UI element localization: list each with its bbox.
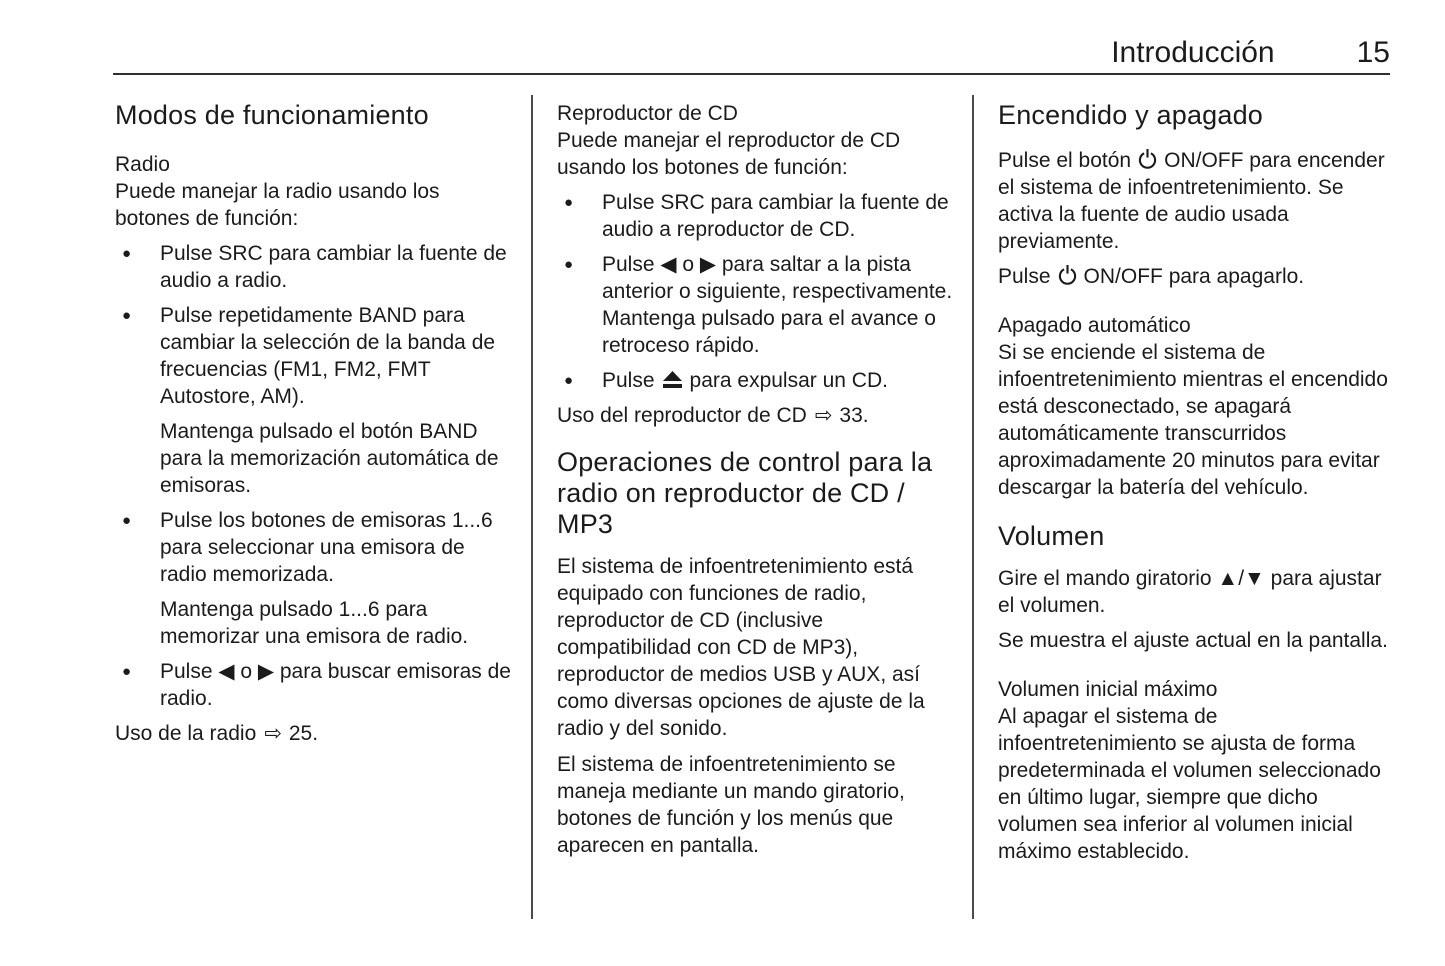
paragraph: Gire el mando giratorio ▲/▼ para ajustar el volumen.	[998, 567, 1382, 617]
section-heading: Modos de funcionamiento	[115, 100, 429, 130]
section-heading: Volumen	[998, 521, 1105, 551]
paragraph-segment: ON/OFF para apagarlo.	[1083, 265, 1305, 288]
page-reference-text: Uso del reproductor de CD	[557, 404, 807, 427]
list-item	[115, 302, 512, 410]
subsection-heading: Radio	[115, 153, 170, 176]
bullet-text: Pulse SRC para cambiar la fuente de audio a reproductor de CD.	[602, 191, 949, 241]
bullet-list	[115, 658, 512, 712]
paragraph: El sistema de infoentretenimiento está equipado con funciones de radio, reproductor de CD (inclusive compatibilidad con CD de MP3), reproductor de medios USB y AUX, así como diversas opciones de ajuste de la radio y del sonido.	[557, 555, 925, 740]
bullet-text	[602, 367, 954, 394]
bullet-continuation: Mantenga pulsado el botón BAND para la memorización automática de emisoras.	[160, 420, 499, 497]
paragraph: Puede manejar el reproductor de CD usando los botones de función:	[557, 129, 901, 179]
bullet-icon: ●	[122, 307, 132, 324]
page-reference-number: 25.	[288, 722, 319, 745]
paragraph	[998, 147, 1393, 255]
subsection-heading: Apagado automático	[998, 314, 1191, 337]
bullet-list	[115, 240, 512, 410]
paragraph: El sistema de infoentretenimiento se maneja mediante un mando giratorio, botones de función y los menús que aparecen en pantalla.	[557, 753, 905, 857]
subsection-heading: Reproductor de CD	[557, 102, 738, 125]
bullet-icon: ●	[122, 512, 132, 529]
column-cd-player	[557, 100, 954, 859]
page-ref-arrow-icon: ⇨	[814, 404, 833, 427]
subsection-heading: Volumen inicial máximo	[998, 678, 1218, 701]
header-divider	[113, 73, 1390, 75]
page-number: 15	[1356, 36, 1390, 69]
list-item	[115, 240, 512, 294]
power-icon	[1138, 148, 1157, 169]
column-divider	[972, 95, 974, 919]
paragraph-segment: Pulse el botón	[998, 149, 1132, 172]
page-ref-arrow-icon: ⇨	[264, 722, 282, 745]
bullet-text: Pulse ◀ o ▶ para buscar emisoras de radio.	[160, 660, 511, 710]
paragraph-segment: ON/OFF para encender el sistema de infoentretenimiento. Se activa la fuente de audio usada previamente.	[998, 149, 1385, 253]
section-heading: Encendido y apagado	[998, 100, 1264, 130]
bullet-icon: ●	[122, 663, 132, 680]
bullet-text: Pulse ◀ o ▶ para saltar a la pista anterior o siguiente, respectivamente. Mantenga pulsado para el avance o retroceso rápido.	[602, 253, 953, 357]
paragraph: Puede manejar la radio usando los botones de función:	[115, 180, 440, 230]
bullet-icon: ●	[564, 256, 574, 273]
bullet-list	[557, 189, 954, 394]
column-power-volume	[998, 100, 1393, 865]
section-heading: Operaciones de control para la radio on reproductor de CD / MP3	[557, 447, 933, 539]
paragraph: Se muestra el ajuste actual en la pantalla.	[998, 629, 1388, 652]
list-item	[557, 367, 954, 394]
bullet-icon: ●	[564, 372, 574, 389]
bullet-text: Pulse los botones de emisoras 1...6 para seleccionar una emisora de radio memorizada.	[160, 509, 493, 586]
list-item	[557, 251, 954, 359]
column-divider	[531, 95, 533, 919]
paragraph: Si se enciende el sistema de infoentretenimiento mientras el encendido está desconectado, se apagará automáticamente transcurridos aproximadamente 20 minutos para evitar descargar la batería del vehículo.	[998, 341, 1388, 499]
page-reference	[557, 402, 954, 429]
bullet-text-segment: Pulse	[602, 369, 655, 392]
page-reference-text: Uso de la radio	[115, 722, 257, 745]
paragraph	[998, 263, 1393, 290]
bullet-list	[115, 507, 512, 588]
list-item	[115, 658, 512, 712]
paragraph: Al apagar el sistema de infoentretenimiento se ajusta de forma predeterminada el volumen seleccionado en último lugar, siempre que dicho volumen sea inferior al volumen inicial máximo establecido.	[998, 705, 1381, 863]
page-header	[115, 36, 1390, 70]
bullet-text: Pulse repetidamente BAND para cambiar la selección de la banda de frecuencias (FM1, FM2, FMT Autostore, AM).	[160, 304, 496, 408]
page-title: Introducción	[1111, 36, 1275, 69]
power-icon	[1058, 264, 1077, 285]
eject-icon	[662, 370, 683, 389]
paragraph-segment: Pulse	[998, 265, 1051, 288]
page-reference	[115, 720, 512, 747]
page-reference-number: 33.	[839, 404, 869, 427]
list-item	[557, 189, 954, 243]
bullet-text-segment: para expulsar un CD.	[689, 369, 888, 392]
bullet-icon: ●	[122, 245, 132, 262]
bullet-text: Pulse SRC para cambiar la fuente de audio a radio.	[160, 242, 507, 292]
bullet-icon: ●	[564, 194, 574, 211]
list-item	[115, 507, 512, 588]
column-operating-modes	[115, 100, 512, 747]
bullet-continuation: Mantenga pulsado 1...6 para memorizar una emisora de radio.	[160, 598, 469, 648]
